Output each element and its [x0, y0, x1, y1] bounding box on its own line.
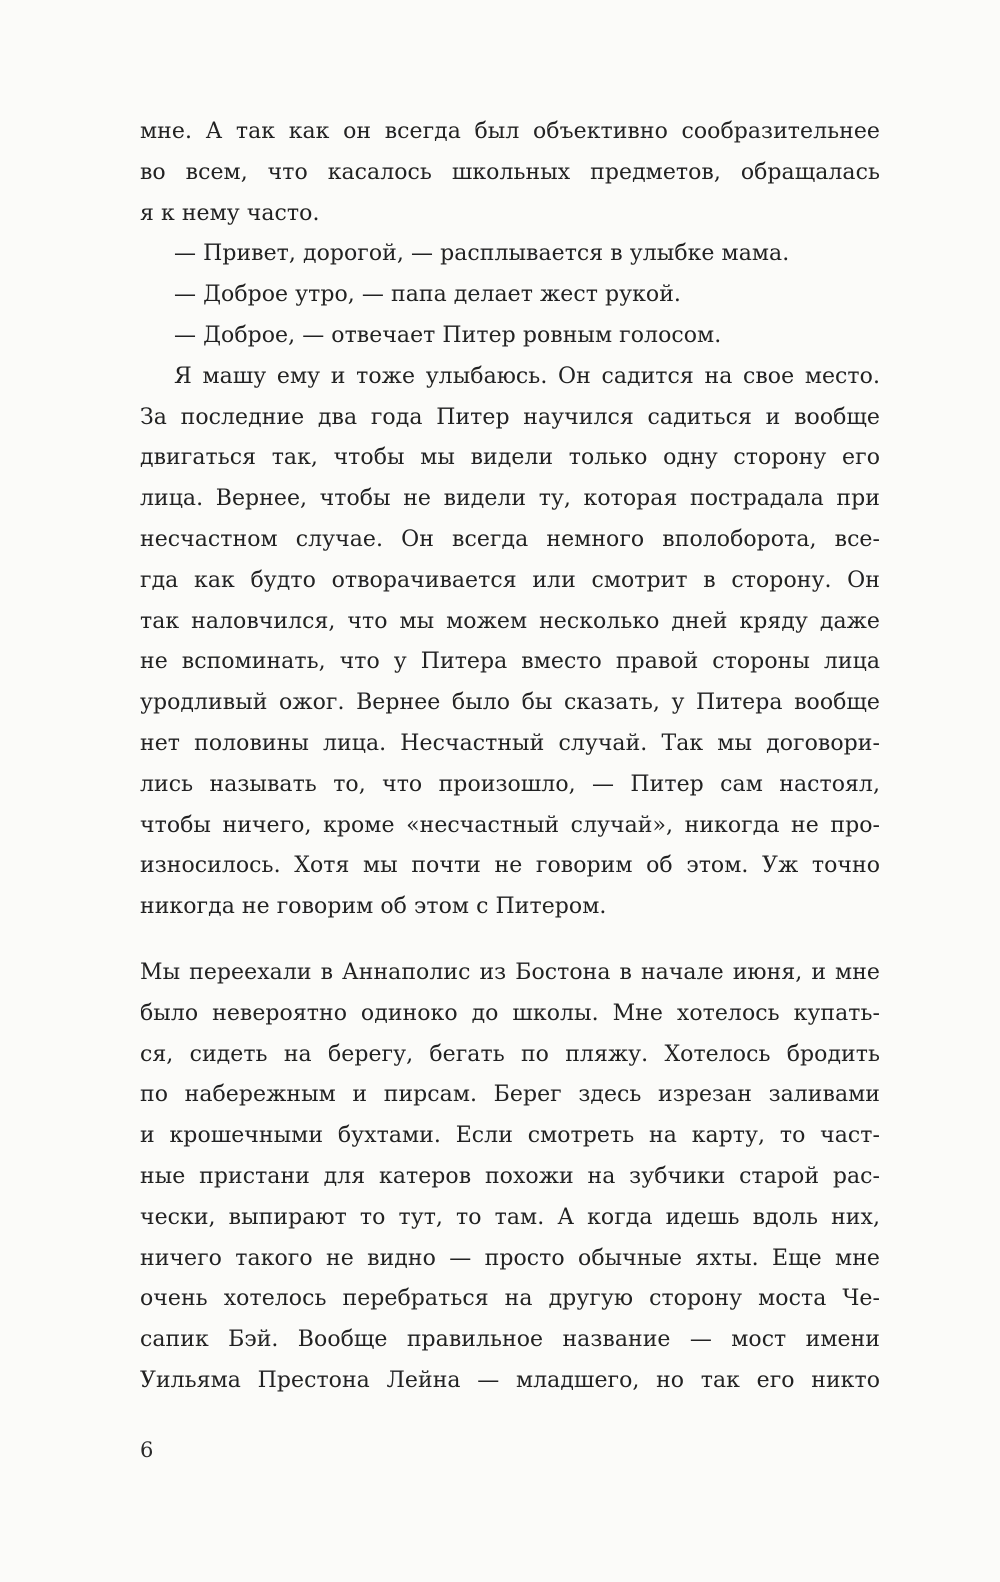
text-line: чтобы ничего, кроме «несчастный случай», никогда не про-	[140, 812, 880, 838]
text-line: и крошечными бухтами. Если смотреть на карту, то част-	[140, 1123, 880, 1149]
text-line: сапик Бэй. Вообще правильное название — мост имени	[140, 1327, 880, 1353]
text-line: За последние два года Питер научился садиться и вообще	[140, 404, 880, 430]
text-line: так наловчился, что мы можем несколько дней кряду даже	[140, 608, 880, 634]
text-line: не вспоминать, что у Питера вместо правой стороны лица	[140, 649, 880, 675]
text-line: уродливый ожог. Вернее было бы сказать, у Питера вообще	[140, 690, 880, 716]
text-line: двигаться так, чтобы мы видели только одну сторону его	[140, 445, 880, 471]
text-line: никогда не говорим об этом с Питером.	[140, 894, 607, 920]
text-line: лица. Вернее, чтобы не видели ту, которая пострадала при	[140, 486, 880, 512]
text-block-narrative	[140, 953, 880, 1402]
text-line: по набережным и пирсам. Берег здесь изрезан заливами	[140, 1082, 880, 1108]
text-line: гда как будто отворачивается или смотрит в сторону. Он	[140, 567, 880, 593]
text-line: очень хотелось перебраться на другую сторону моста Че-	[140, 1286, 880, 1312]
text-line: ные пристани для катеров похожи на зубчики старой рас-	[140, 1163, 880, 1189]
text-line: чески, выпирают то тут, то там. А когда идешь вдоль них,	[140, 1204, 880, 1230]
text-line: Мы переехали в Аннаполис из Бостона в начале июня, и мне	[140, 960, 880, 985]
text-line: мне. А так как он всегда был объективно сообразительнее	[140, 119, 880, 144]
text-line: было невероятно одиноко до школы. Мне хотелось купать-	[140, 1000, 880, 1026]
text-line: лись называть то, что произошло, — Питер сам настоял,	[140, 771, 880, 797]
text-line: ся, сидеть на берегу, бегать по пляжу. Хотелось бродить	[140, 1041, 880, 1067]
text-line: — Доброе, — отвечает Питер ровным голосом.	[174, 322, 722, 348]
text-line: ничего такого не видно — просто обычные яхты. Еще мне	[140, 1245, 880, 1271]
text-line: Я машу ему и тоже улыбаюсь. Он садится на свое место.	[174, 363, 880, 389]
text-line: — Привет, дорогой, — расплывается в улыбке мама.	[174, 241, 790, 267]
text-line: износилось. Хотя мы почти не говорим об этом. Уж точно	[140, 853, 880, 879]
text-line: — Доброе утро, — папа делает жест рукой.	[174, 282, 681, 308]
text-line: во всем, что касалось школьных предметов, обращалась	[140, 159, 880, 185]
text-line: нет половины лица. Несчастный случай. Так мы договори-	[140, 730, 880, 756]
text-line: несчастном случае. Он всегда немного вполоборота, все-	[140, 526, 880, 552]
text-line: я к нему часто.	[140, 200, 320, 226]
text-block-dialogue	[140, 112, 880, 928]
text-line: Уильяма Престона Лейна — младшего, но так его никто	[140, 1367, 880, 1393]
page-number: 6	[140, 1438, 154, 1462]
